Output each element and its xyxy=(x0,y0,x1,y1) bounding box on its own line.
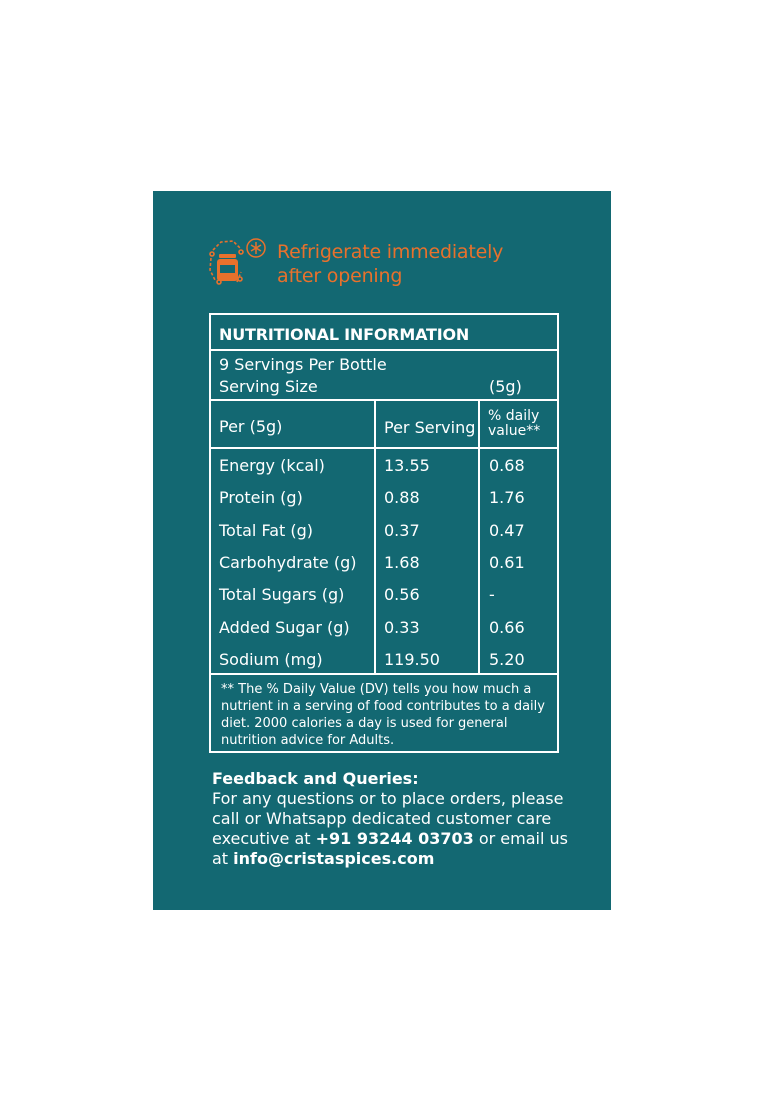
row-daily: 0.47 xyxy=(489,521,525,540)
feedback-section xyxy=(212,769,572,869)
row-name: Protein (g) xyxy=(219,488,303,507)
divider xyxy=(211,673,557,675)
feedback-email-prefix: or email us at xyxy=(212,829,568,868)
divider xyxy=(211,349,557,351)
feedback-text xyxy=(212,789,572,869)
row-per-serving: 1.68 xyxy=(384,553,420,572)
row-per-serving: 0.37 xyxy=(384,521,420,540)
refrigerate-line-2: after opening xyxy=(277,265,403,287)
row-per-serving: 13.55 xyxy=(384,456,430,475)
row-name: Carbohydrate (g) xyxy=(219,553,357,572)
column-divider xyxy=(374,401,376,673)
divider xyxy=(211,447,557,449)
divider xyxy=(211,399,557,401)
serving-size-value: (5g) xyxy=(489,377,522,396)
row-daily: 0.68 xyxy=(489,456,525,475)
header-per: Per (5g) xyxy=(219,417,283,436)
header-daily-line-1: % daily xyxy=(488,408,540,424)
servings-per-bottle: 9 Servings Per Bottle xyxy=(219,355,387,374)
nutrition-title: NUTRITIONAL INFORMATION xyxy=(219,325,470,344)
row-daily: 5.20 xyxy=(489,650,525,669)
fridge-jar-icon xyxy=(207,236,273,292)
refrigerate-text xyxy=(277,240,567,288)
row-name: Total Sugars (g) xyxy=(219,585,345,604)
email-link[interactable]: info@cristaspices.com xyxy=(233,849,435,868)
row-per-serving: 0.56 xyxy=(384,585,420,604)
row-name: Total Fat (g) xyxy=(219,521,313,540)
row-per-serving: 0.88 xyxy=(384,488,420,507)
header-daily-line-2: value** xyxy=(488,423,541,439)
nutrition-table xyxy=(209,313,559,753)
daily-value-footnote: ** The % Daily Value (DV) tells you how much a nutrient in a serving of food contributes to a daily diet. 2000 calories a day is used for general nutrition advice for Adults. xyxy=(221,682,545,748)
row-name: Energy (kcal) xyxy=(219,456,325,475)
row-per-serving: 119.50 xyxy=(384,650,440,669)
row-name: Added Sugar (g) xyxy=(219,618,350,637)
column-divider xyxy=(478,401,480,673)
row-per-serving: 0.33 xyxy=(384,618,420,637)
serving-size-label: Serving Size xyxy=(219,377,318,396)
refrigerate-line-1: Refrigerate immediately xyxy=(277,241,504,263)
row-daily: 0.61 xyxy=(489,553,525,572)
row-daily: 1.76 xyxy=(489,488,525,507)
row-name: Sodium (mg) xyxy=(219,650,323,669)
row-daily: - xyxy=(489,585,495,604)
feedback-body: For any questions or to place orders, please call or Whatsapp dedicated customer care executive at xyxy=(212,789,564,848)
row-daily: 0.66 xyxy=(489,618,525,637)
header-per-serving: Per Serving xyxy=(384,418,476,437)
feedback-heading: Feedback and Queries: xyxy=(212,769,419,788)
label-panel xyxy=(153,191,611,910)
refrigerate-notice xyxy=(207,236,537,296)
phone-number[interactable]: +91 93244 03703 xyxy=(315,829,474,848)
